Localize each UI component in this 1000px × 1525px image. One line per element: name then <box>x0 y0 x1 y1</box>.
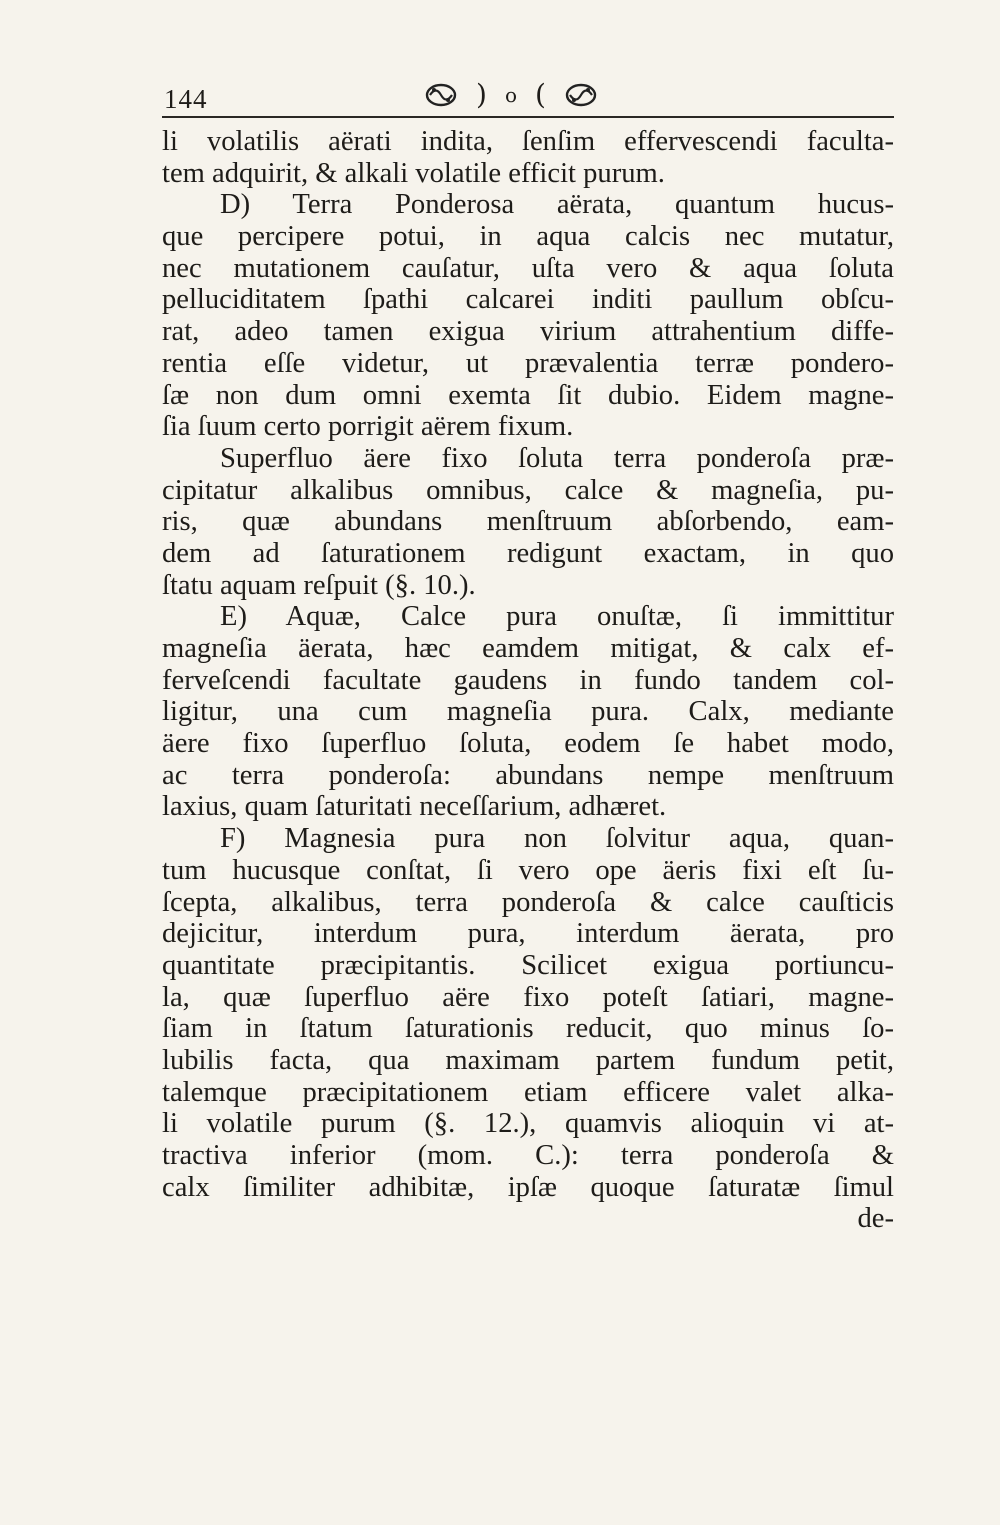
text-line: ſiam in ſtatum ſaturationis reducit, quo minus ſo- <box>162 1013 894 1045</box>
page-number: 144 <box>164 84 208 114</box>
text-line: talemque præcipitationem etiam efficere valet alka- <box>162 1076 894 1108</box>
text-line: Superfluo äere fixo ſoluta terra ponderoſa præ- <box>220 442 894 474</box>
text-line: ſcepta, alkalibus, terra ponderoſa & calce cauſticis <box>162 886 894 918</box>
ornament-center: o <box>504 82 517 107</box>
page-body <box>162 126 894 1235</box>
ornament-paren-right: ( <box>534 78 546 111</box>
text-line: que percipere potui, in aqua calcis nec mutatur, <box>162 221 894 253</box>
text-line: la, quæ ſuperfluo aëre fixo poteſt ſatiari, magne- <box>162 981 894 1013</box>
text-line: dejicitur, interdum pura, interdum äerata, pro <box>162 918 894 950</box>
text-line: magneſia äerata, hæc eamdem mitigat, & calx ef- <box>162 633 894 664</box>
text-line: li volatile purum (§. 12.), quamvis alioquin vi at- <box>162 1108 894 1140</box>
text-line: calx ſimiliter adhibitæ, ipſæ quoque ſaturatæ ſimul <box>162 1171 894 1203</box>
text-line: rentia eſſe videtur, ut prævalentia terræ pondero- <box>162 347 894 379</box>
text-line: ferveſcendi facultate gaudens in fundo tandem col- <box>162 664 894 696</box>
text-line: dem ad ſaturationem redigunt exactam, in quo <box>162 537 894 569</box>
fleuron-left-icon <box>424 81 458 109</box>
header-ornament <box>424 78 598 111</box>
text-line: li volatilis aërati indita, ſenſim effervescendi faculta- <box>162 126 894 157</box>
text-line: lubilis facta, qua maximam partem fundum petit, <box>162 1044 894 1076</box>
text-line: E) Aquæ, Calce pura onuſtæ, ſi immittitur <box>220 601 894 633</box>
text-line: pelluciditatem ſpathi calcarei inditi paullum obſcu- <box>162 284 894 316</box>
catchword: de- <box>857 1203 894 1235</box>
text-line: tum hucusque conſtat, ſi vero ope äeris fixi eſt ſu- <box>162 854 894 886</box>
text-line: rat, adeo tamen exigua virium attrahentium diffe- <box>162 316 894 348</box>
text-line: ac terra ponderoſa: abundans nempe menſtruum <box>162 759 894 791</box>
ornament-paren-left: ) <box>476 78 487 111</box>
text-line: laxius, quam ſaturitati neceſſarium, adhæret. <box>162 791 667 823</box>
text-line: ſæ non dum omni exemta ſit dubio. Eidem magne- <box>162 379 894 411</box>
text-line: quantitate præcipitantis. Scilicet exigua portiuncu- <box>162 949 894 981</box>
text-line: tractiva inferior (mom. C.): terra ponderoſa & <box>162 1140 894 1171</box>
text-line: tem adquirit, & alkali volatile efficit purum. <box>162 157 665 189</box>
fleuron-right-icon <box>564 81 598 109</box>
text-line: ligitur, una cum magneſia pura. Calx, mediante <box>162 696 894 728</box>
text-line: D) Terra Ponderosa aërata, quantum hucus- <box>220 189 894 221</box>
text-line: äere fixo ſuperfluo ſoluta, eodem ſe habet modo, <box>162 728 894 760</box>
text-line: cipitatur alkalibus omnibus, calce & magneſia, pu- <box>162 474 894 506</box>
text-line: F) Magnesia pura non ſolvitur aqua, quan- <box>220 823 894 855</box>
text-line: ſtatu aquam reſpuit (§. 10.). <box>162 569 476 601</box>
text-line: ſia ſuum certo porrigit aërem fixum. <box>162 411 574 443</box>
header-rule <box>162 116 894 118</box>
text-line: nec mutationem cauſatur, uſta vero & aqua ſoluta <box>162 252 894 284</box>
running-header <box>162 76 894 120</box>
text-line: ris, quæ abundans menſtruum abſorbendo, eam- <box>162 506 894 538</box>
